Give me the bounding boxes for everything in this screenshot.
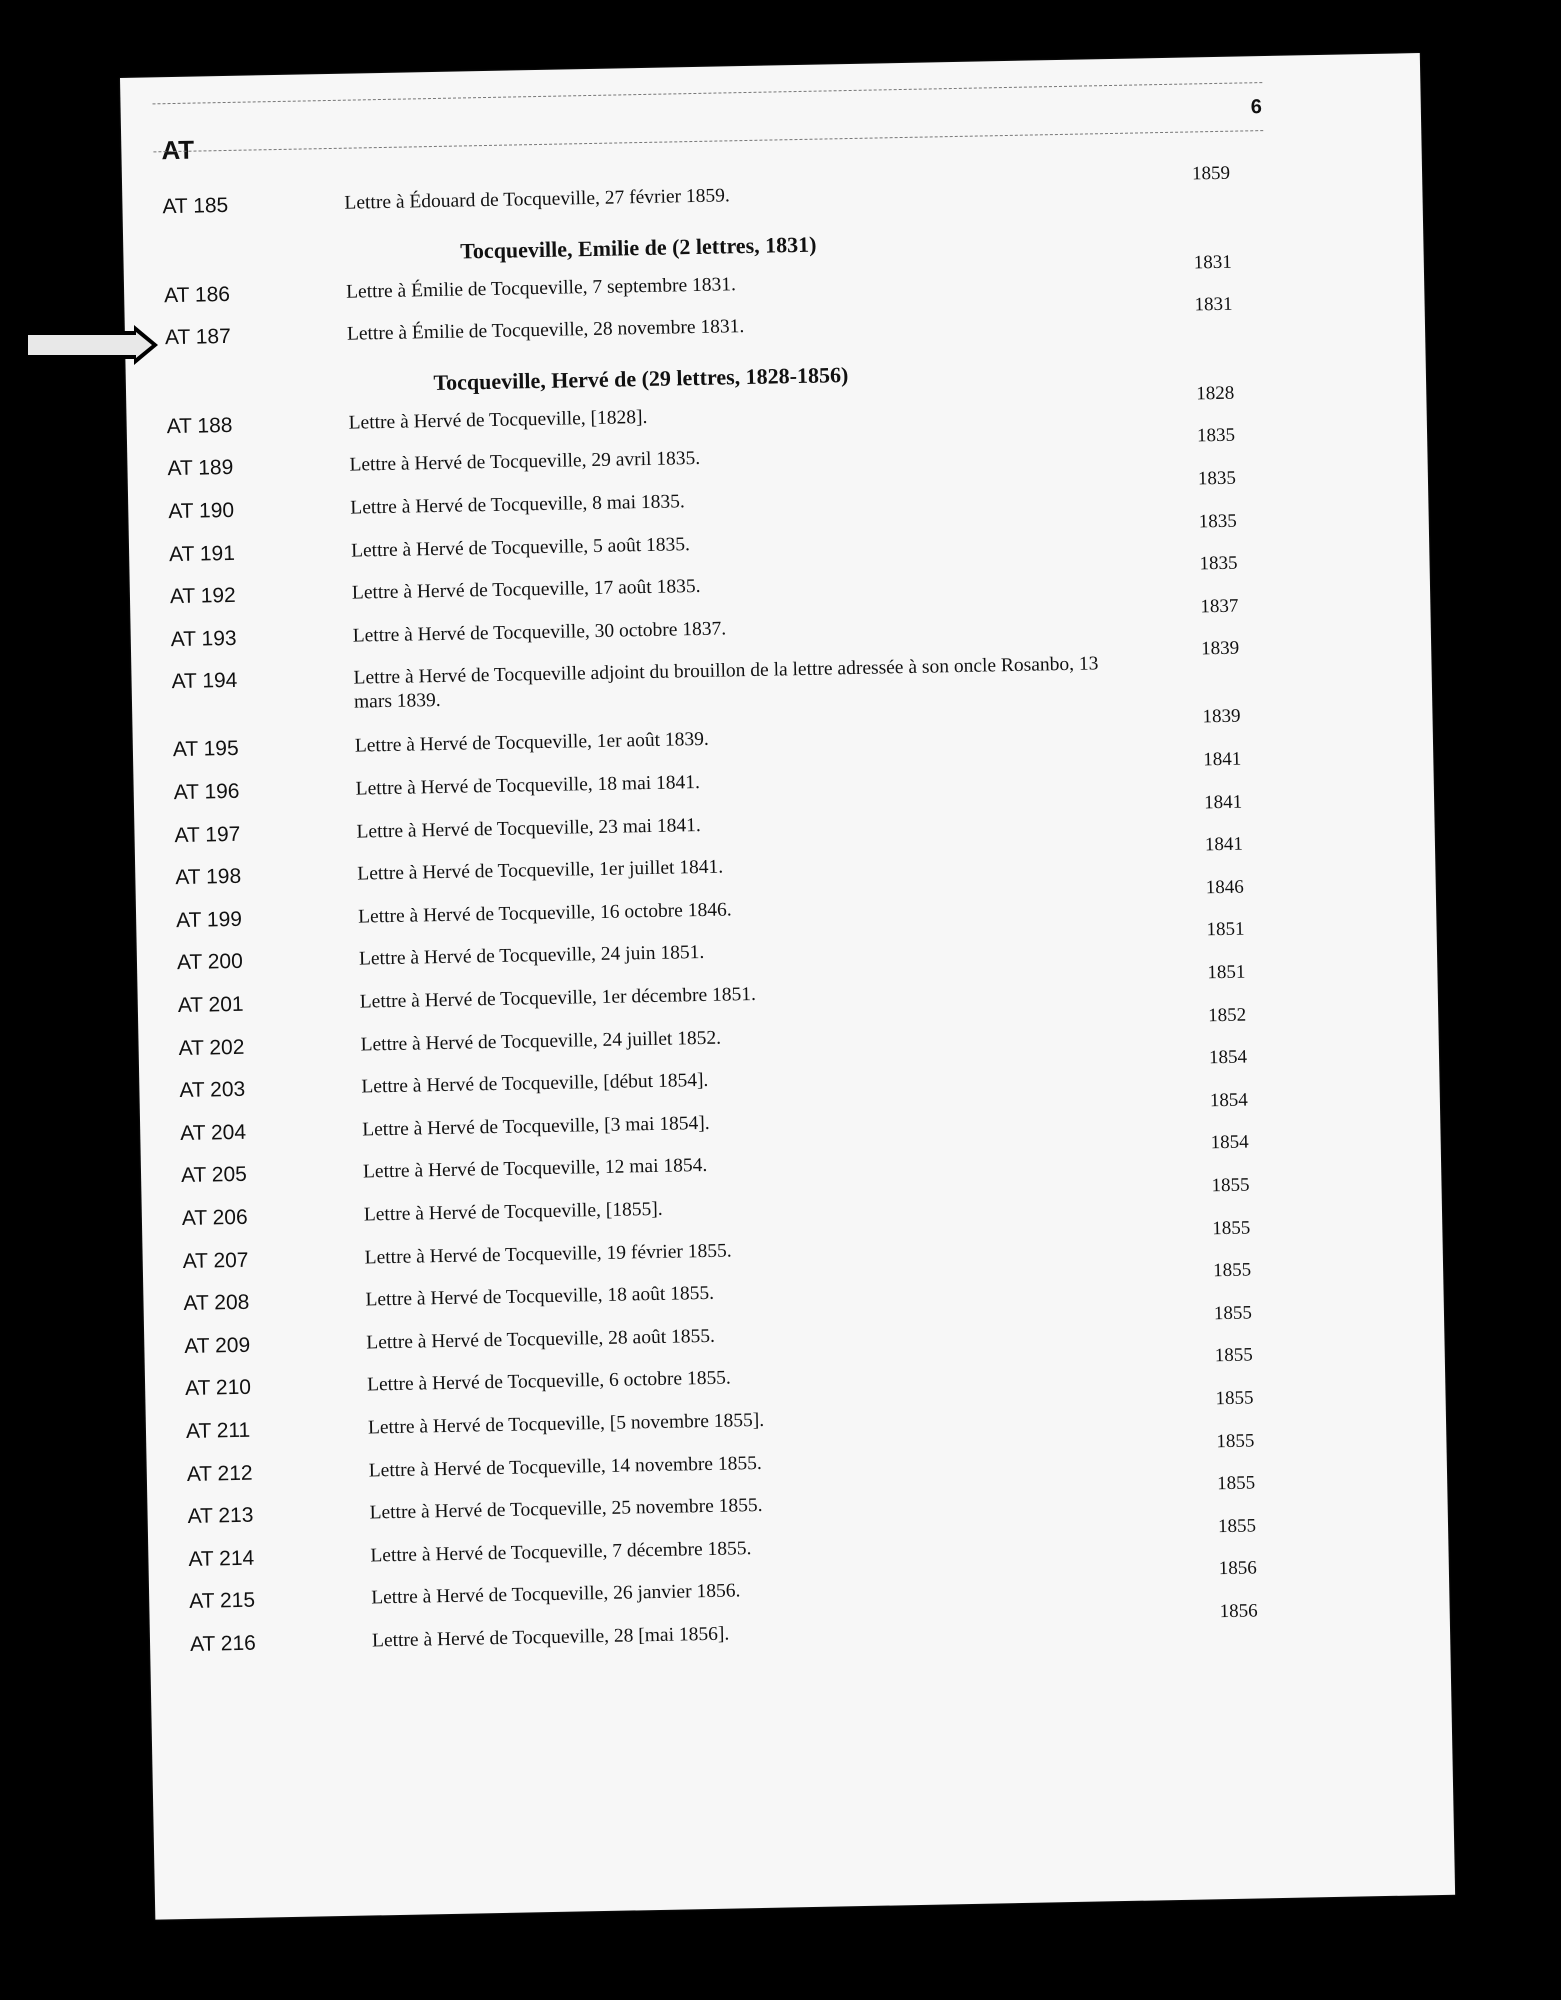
entry-year: 1856 (1218, 1557, 1258, 1580)
entry-code: AT 195 (172, 737, 239, 762)
entry-year: 1855 (1213, 1302, 1253, 1325)
entry-year: 1854 (1210, 1131, 1249, 1154)
entry-code: AT 210 (184, 1376, 252, 1401)
entry-description: Lettre à Hervé de Tocqueville, [5 novembre 1855]. (367, 1409, 765, 1439)
section-code: AT (161, 134, 195, 166)
entry-code: AT 200 (176, 950, 243, 975)
entry-description: Lettre à Hervé de Tocqueville, 18 mai 1841. (355, 771, 701, 800)
entry-code: AT 186 (163, 282, 231, 307)
page-number: 6 (1250, 96, 1263, 119)
entry-description: Lettre à Hervé de Tocqueville, 14 novembre 1855. (368, 1452, 762, 1482)
entry-year: 1855 (1216, 1472, 1256, 1495)
entry-year: 1839 (1202, 706, 1241, 728)
entry-description: Lettre à Émilie de Tocqueville, 28 novembre 1831. (346, 316, 745, 345)
entry-code: AT 211 (185, 1418, 251, 1443)
entry-year: 1841 (1204, 833, 1244, 856)
inventory-list (120, 53, 1420, 1656)
entry-description: Lettre à Hervé de Tocqueville, 24 juin 1851. (358, 942, 705, 970)
entry-year: 1831 (1193, 251, 1232, 274)
entry-description: Lettre à Hervé de Tocqueville, 6 octobre 1855. (366, 1367, 732, 1396)
entry-description: Lettre à Émilie de Tocqueville, 7 septembre 1831. (345, 273, 737, 303)
entry-year: 1837 (1200, 595, 1239, 618)
entry-description: Lettre à Hervé de Tocqueville, 16 octobre 1846. (357, 899, 732, 928)
entry-description: Lettre à Hervé de Tocqueville, [1855]. (363, 1198, 663, 1226)
entry-code: AT 204 (180, 1120, 247, 1145)
entry-year: 1841 (1203, 748, 1242, 771)
entry-code: AT 198 (175, 865, 242, 890)
entry-code: AT 205 (180, 1163, 248, 1188)
entry-year: 1835 (1198, 510, 1237, 532)
entry-year: 1851 (1207, 961, 1246, 984)
entry-code: AT 201 (177, 992, 244, 1018)
entry-year: 1835 (1197, 467, 1237, 490)
entry-code: AT 187 (164, 325, 231, 350)
entry-code: AT 199 (175, 907, 243, 932)
entry-code: AT 207 (182, 1248, 249, 1273)
entry-year: 1835 (1199, 552, 1238, 575)
entry-description: Lettre à Hervé de Tocqueville, 5 août 1835. (350, 533, 691, 562)
entry-year: 1859 (1191, 162, 1231, 185)
entry-description: Lettre à Édouard de Tocqueville, 27 février 1859. (344, 185, 730, 214)
entry-description: Lettre à Hervé de Tocqueville, 8 mai 1835. (350, 491, 685, 519)
entry-year: 1855 (1216, 1430, 1255, 1452)
entry-code: AT 197 (174, 822, 241, 847)
entry-description: Lettre à Hervé de Tocqueville, [3 mai 1854]. (362, 1112, 710, 1141)
entry-code: AT 193 (170, 626, 237, 651)
header-rule-top (152, 82, 1262, 104)
entry-code: AT 202 (178, 1035, 245, 1060)
entry-description: Lettre à Hervé de Tocqueville, [début 1854]. (361, 1070, 709, 1098)
entry-year: 1852 (1207, 1004, 1247, 1026)
group-heading: Tocqueville, Emilie de (2 lettres, 1831) (460, 231, 817, 264)
entry-year: 1855 (1212, 1217, 1251, 1239)
group-heading: Tocqueville, Hervé de (29 lettres, 1828-1856) (433, 361, 849, 395)
entry-year: 1856 (1219, 1600, 1258, 1623)
entry-code: AT 208 (183, 1290, 250, 1316)
entry-year: 1855 (1217, 1515, 1257, 1537)
entry-year: 1854 (1209, 1089, 1249, 1112)
header-rule-bottom (153, 130, 1263, 152)
entry-code: AT 216 (189, 1631, 257, 1656)
entry-description: Lettre à Hervé de Tocqueville, 28 [mai 1856]. (371, 1623, 730, 1652)
entry-year: 1855 (1211, 1174, 1250, 1197)
entry-year: 1854 (1208, 1046, 1248, 1069)
entry-description: Lettre à Hervé de Tocqueville, 19 février 1855. (364, 1240, 732, 1269)
document-page (120, 53, 1455, 1920)
entry-description: Lettre à Hervé de Tocqueville, 24 juillet 1852. (360, 1027, 722, 1056)
entry-year: 1846 (1205, 876, 1244, 899)
entry-code: AT 215 (189, 1589, 256, 1614)
entry-description: Lettre à Hervé de Tocqueville, 28 août 1855. (366, 1325, 716, 1354)
entry-description: Lettre à Hervé de Tocqueville, 30 octobre 1837. (352, 618, 727, 647)
entry-code: AT 212 (186, 1461, 253, 1486)
entry-year: 1855 (1215, 1387, 1254, 1410)
entry-year: 1855 (1212, 1259, 1252, 1282)
entry-year: 1828 (1196, 382, 1235, 405)
arrow-marker-icon (22, 325, 158, 365)
entry-year: 1835 (1196, 425, 1236, 447)
entry-description: Lettre à Hervé de Tocqueville, 1er décembre 1851. (359, 983, 757, 1013)
entry-code: AT 196 (173, 779, 240, 805)
entry-description: Lettre à Hervé de Tocqueville adjoint du brouillon de la lettre adressée à son oncle Rosanbo, 13 mars 1839. (353, 653, 1099, 714)
entry-code: AT 194 (171, 669, 238, 694)
entry-code: AT 188 (166, 413, 233, 438)
entry-code: AT 192 (169, 584, 236, 609)
entry-description: Lettre à Hervé de Tocqueville, 26 janvier 1856. (371, 1580, 741, 1609)
entry-description: Lettre à Hervé de Tocqueville, 7 décembre 1855. (370, 1537, 752, 1567)
entry-code: AT 209 (184, 1333, 251, 1358)
entry-year: 1839 (1200, 638, 1240, 660)
entry-year: 1851 (1206, 918, 1245, 941)
entry-row (122, 162, 1423, 230)
entry-code: AT 206 (181, 1205, 248, 1231)
entry-code: AT 214 (188, 1546, 255, 1571)
entry-description: Lettre à Hervé de Tocqueville, [1828]. (348, 406, 648, 434)
entry-description: Lettre à Hervé de Tocqueville, 17 août 1835. (351, 576, 701, 604)
entry-description: Lettre à Hervé de Tocqueville, 1er août 1839. (354, 729, 710, 758)
entry-code: AT 203 (179, 1077, 246, 1103)
entry-description: Lettre à Hervé de Tocqueville, 25 novembre 1855. (369, 1495, 763, 1524)
entry-code: AT 185 (162, 193, 229, 219)
entry-code: AT 191 (168, 541, 236, 566)
entry-year: 1855 (1214, 1344, 1253, 1367)
entry-description: Lettre à Hervé de Tocqueville, 29 avril 1835. (349, 448, 701, 477)
entry-code: AT 190 (168, 498, 235, 524)
entry-description: Lettre à Hervé de Tocqueville, 23 mai 1841. (356, 814, 701, 843)
entry-year: 1841 (1203, 791, 1243, 813)
entry-code: AT 213 (187, 1503, 254, 1529)
entry-description: Lettre à Hervé de Tocqueville, 12 mai 1854. (362, 1155, 708, 1183)
entry-code: AT 189 (167, 456, 234, 481)
entry-description: Lettre à Hervé de Tocqueville, 18 août 1855. (365, 1283, 715, 1311)
entry-year: 1831 (1194, 293, 1233, 316)
entry-description: Lettre à Hervé de Tocqueville, 1er juillet 1841. (357, 856, 724, 885)
